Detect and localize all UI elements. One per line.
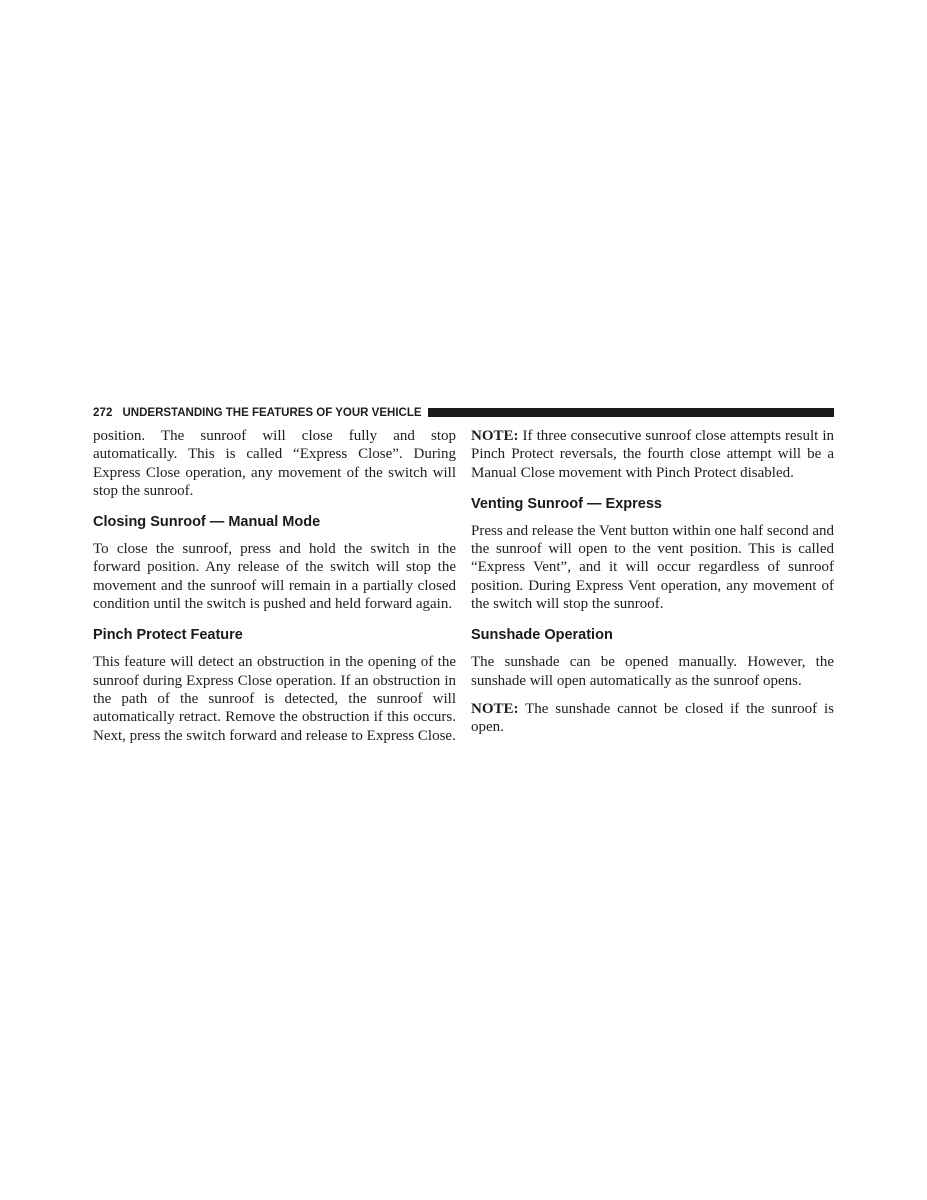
intro-paragraph: position. The sunroof will close fully and stop automatically. This is called “Express Close”. During Express Close operation, any movement of the switch will stop the sunroof. (93, 428, 456, 499)
page-header (93, 405, 834, 421)
note-text: If three consecutive sunroof close attempts result in Pinch Protect reversals, the fourth close attempt will be a Manual Close movement with Pinch Protect disabled. (471, 428, 834, 481)
sunshade-paragraph: The sunshade can be opened manually. However, the sunshade will open automatically as the sunroof opens. (471, 654, 834, 689)
left-column (93, 427, 456, 755)
closing-sunroof-paragraph: To close the sunroof, press and hold the switch in the forward position. Any release of the switch will stop the movement and the sunroof will remain in a partially closed condition until the switch is pushed and held forward again. (93, 541, 456, 613)
note-text: The sunshade cannot be closed if the sunroof is open. (471, 700, 834, 736)
note-pinch-protect (471, 427, 834, 482)
header-rule (428, 408, 834, 417)
section-title: UNDERSTANDING THE FEATURES OF YOUR VEHICLE (122, 407, 422, 419)
right-column (471, 427, 834, 747)
note-label: NOTE: (471, 700, 519, 717)
note-sunshade (471, 700, 834, 737)
note-label: NOTE: (471, 428, 519, 444)
venting-sunroof-heading: Venting Sunroof — Express (471, 495, 662, 512)
pinch-protect-paragraph: This feature will detect an obstruction in the opening of the sunroof during Express Close operation. If an obstruction in the path of the sunroof is detected, the sunroof will automatically retract. Remove the obstruction if this occurs. Next, press the switch forward and release to Express Close. (93, 654, 456, 744)
venting-sunroof-paragraph: Press and release the Vent button within one half second and the sunroof will open to the vent position. This is called “Express Vent”, and it will occur regardless of sunroof position. During Express Vent operation, any movement of the switch will stop the sunroof. (471, 522, 834, 613)
page-number: 272 (93, 407, 113, 419)
closing-sunroof-heading: Closing Sunroof — Manual Mode (93, 514, 321, 531)
sunshade-heading: Sunshade Operation (471, 627, 613, 644)
pinch-protect-heading: Pinch Protect Feature (93, 627, 243, 644)
